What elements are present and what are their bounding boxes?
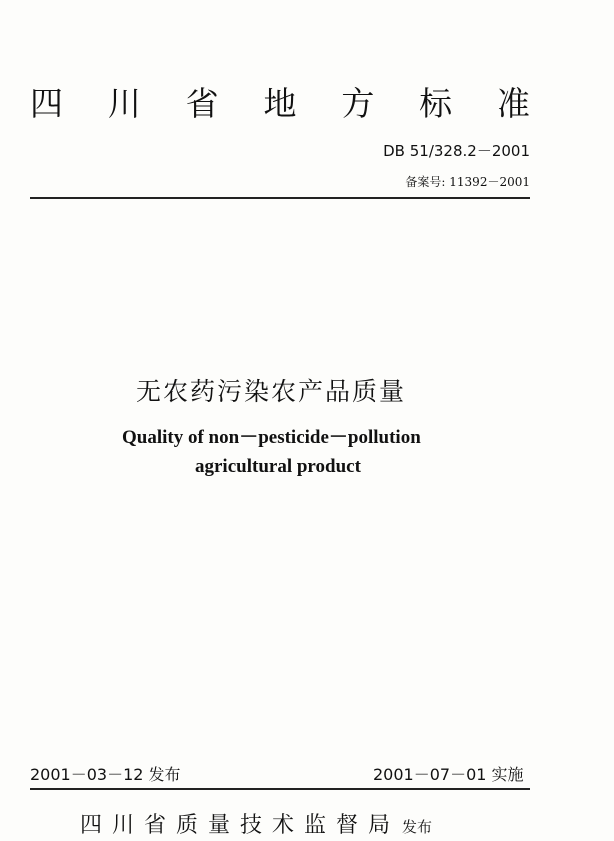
document-title-cn: 无农药污染农产品质量	[136, 377, 407, 406]
implement-date: 2001－07－01 实施	[373, 765, 524, 784]
standard-code: DB 51/328.2－2001	[383, 142, 530, 160]
title-char: 标	[419, 84, 453, 123]
header-divider	[30, 197, 530, 199]
title-char: 方	[341, 84, 375, 123]
title-char: 准	[496, 84, 530, 123]
publisher-name: 四川省质量技术监督局	[80, 813, 401, 838]
issue-date: 2001－03－12 发布	[30, 765, 181, 784]
title-en-line2: agricultural product	[195, 456, 361, 477]
record-number: 备案号: 11392－2001	[405, 175, 530, 189]
title-en-line1: Quality of non－pesticide－pollution	[122, 427, 421, 448]
document-category-title	[30, 78, 530, 125]
document-title-en	[122, 423, 482, 481]
footer-divider	[30, 788, 530, 790]
title-char: 省	[185, 84, 219, 123]
title-char: 川	[107, 84, 141, 123]
title-char: 地	[263, 84, 297, 123]
publisher-suffix: 发布	[402, 818, 433, 836]
title-char: 四	[30, 84, 63, 123]
publisher	[80, 808, 432, 839]
